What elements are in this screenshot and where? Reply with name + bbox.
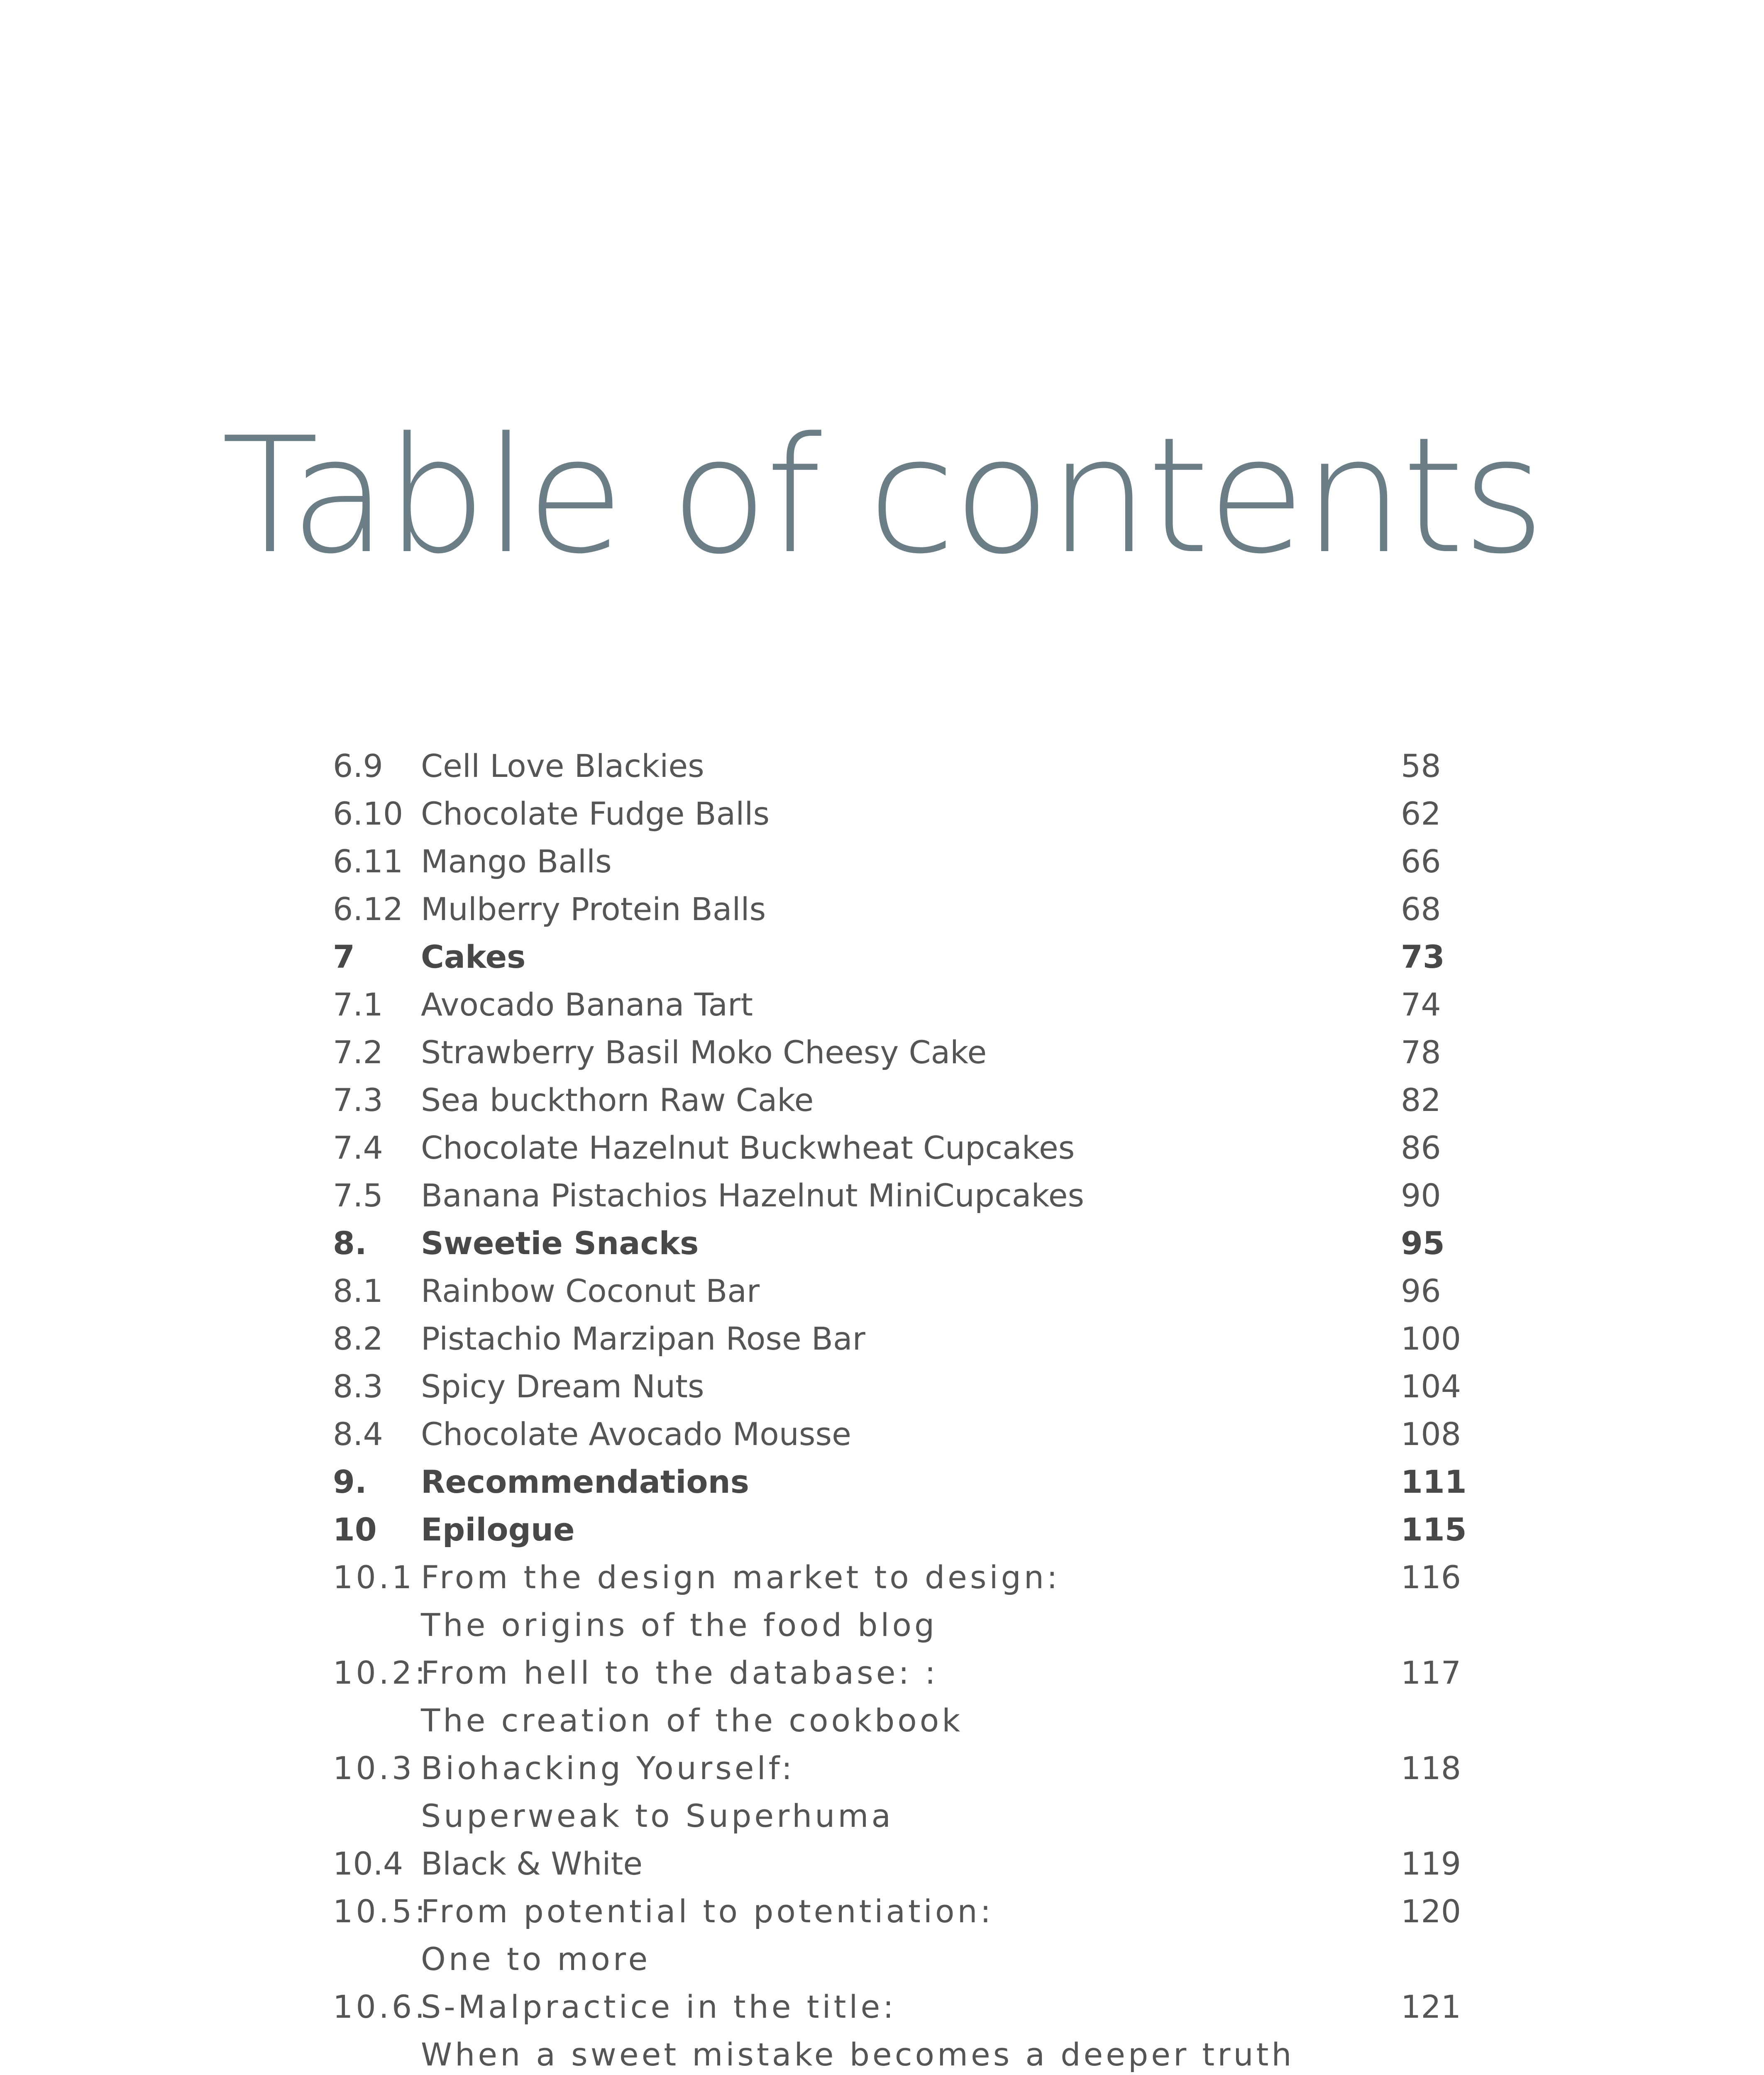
entry-page: 62 <box>1401 795 1441 832</box>
toc-section[interactable] <box>0 1219 1764 1267</box>
toc-entry-subtitle-line <box>0 1601 1764 1649</box>
toc-entry[interactable] <box>0 837 1764 885</box>
entry-title: Chocolate Hazelnut Buckwheat Cupcakes <box>421 1129 1075 1166</box>
entry-title: Biohacking Yourself: <box>421 1750 795 1787</box>
section-page: 111 <box>1401 1463 1467 1500</box>
entry-page: 104 <box>1401 1368 1461 1405</box>
entry-number: 10.5: <box>333 1893 428 1930</box>
entry-page: 78 <box>1401 1034 1441 1071</box>
entry-page: 90 <box>1401 1177 1441 1214</box>
entry-title: Chocolate Fudge Balls <box>421 795 770 832</box>
toc-entry[interactable] <box>0 1887 1764 1935</box>
entry-page: 74 <box>1401 986 1441 1023</box>
toc-section[interactable] <box>0 1458 1764 1506</box>
toc-entry[interactable] <box>0 885 1764 933</box>
entry-number: 7.2 <box>333 1034 383 1071</box>
entry-title: Sea buckthorn Raw Cake <box>421 1081 814 1118</box>
entry-title: Black & White <box>421 1845 643 1882</box>
toc-entry-subtitle-line <box>0 1697 1764 1744</box>
toc-entry-subtitle-line <box>0 1792 1764 1840</box>
entry-page: 100 <box>1401 1320 1461 1357</box>
entry-title: Chocolate Avocado Mousse <box>421 1416 851 1452</box>
entry-page: 117 <box>1401 1654 1461 1691</box>
entry-page: 108 <box>1401 1416 1461 1452</box>
toc-entry[interactable] <box>0 1124 1764 1172</box>
entry-title: Avocado Banana Tart <box>421 986 753 1023</box>
entry-title: Banana Pistachios Hazelnut MiniCupcakes <box>421 1177 1085 1214</box>
entry-title: From the design market to design: <box>421 1559 1060 1596</box>
entry-title: Strawberry Basil Moko Cheesy Cake <box>421 1034 987 1071</box>
section-title: Recommendations <box>421 1463 749 1500</box>
section-number: 7 <box>333 938 355 975</box>
entry-title: Mulberry Protein Balls <box>421 891 766 928</box>
toc-entry[interactable] <box>0 1983 1764 2031</box>
toc-entry[interactable] <box>0 1840 1764 1887</box>
entry-subtitle: One to more <box>421 1941 651 1977</box>
toc-entry[interactable] <box>0 1553 1764 1601</box>
entry-title: Mango Balls <box>421 843 612 880</box>
entry-number: 6.9 <box>333 747 383 784</box>
entry-title: S-Malpractice in the title: <box>421 1988 897 2025</box>
entry-page: 66 <box>1401 843 1441 880</box>
section-title: Epilogue <box>421 1511 575 1548</box>
entry-subtitle: The creation of the cookbook <box>421 1702 963 1739</box>
section-number: 8. <box>333 1225 367 1262</box>
entry-number: 8.3 <box>333 1368 383 1405</box>
entry-number: 7.3 <box>333 1081 383 1118</box>
toc-entry[interactable] <box>0 1076 1764 1124</box>
entry-page: 116 <box>1401 1559 1461 1596</box>
toc-entry[interactable] <box>0 1172 1764 1219</box>
toc-section[interactable] <box>0 1506 1764 1553</box>
entry-page: 58 <box>1401 747 1441 784</box>
entry-title: Spicy Dream Nuts <box>421 1368 704 1405</box>
entry-page: 82 <box>1401 1081 1441 1118</box>
toc-entry[interactable] <box>0 1267 1764 1315</box>
entry-number: 6.11 <box>333 843 403 880</box>
entry-number: 6.10 <box>333 795 403 832</box>
entry-number: 8.4 <box>333 1416 383 1452</box>
entry-title: Cell Love Blackies <box>421 747 704 784</box>
entry-number: 7.1 <box>333 986 383 1023</box>
entry-number: 7.4 <box>333 1129 383 1166</box>
section-title: Cakes <box>421 938 526 975</box>
toc-entry[interactable] <box>0 981 1764 1028</box>
toc-entry[interactable] <box>0 742 1764 790</box>
page-title: Table of contents <box>221 403 1543 589</box>
toc-entry-subtitle-line <box>0 2031 1764 2075</box>
section-number: 10 <box>333 1511 377 1548</box>
toc-entry[interactable] <box>0 1362 1764 1410</box>
entry-title: From potential to potentiation: <box>421 1893 994 1930</box>
entry-subtitle: When a sweet mistake becomes a deeper truth <box>421 2036 1295 2073</box>
entry-number: 10.3 <box>333 1750 415 1787</box>
entry-subtitle: Superweak to Superhuma <box>421 1797 894 1834</box>
toc-entry[interactable] <box>0 1410 1764 1458</box>
section-number: 9. <box>333 1463 367 1500</box>
entry-number: 10.4 <box>333 1845 403 1882</box>
entry-number: 8.1 <box>333 1272 383 1309</box>
toc-section[interactable] <box>0 933 1764 981</box>
toc-entry[interactable] <box>0 1744 1764 1792</box>
section-title: Sweetie Snacks <box>421 1225 699 1262</box>
entry-number: 10.2: <box>333 1654 428 1691</box>
toc-entry[interactable] <box>0 1315 1764 1362</box>
entry-subtitle: The origins of the food blog <box>421 1606 938 1643</box>
entry-title: From hell to the database: : <box>421 1654 938 1691</box>
toc-entry[interactable] <box>0 1028 1764 1076</box>
entry-number: 7.5 <box>333 1177 383 1214</box>
entry-page: 119 <box>1401 1845 1461 1882</box>
toc-entry-subtitle-line <box>0 1935 1764 1983</box>
section-page: 95 <box>1401 1225 1445 1262</box>
entry-page: 120 <box>1401 1893 1461 1930</box>
section-page: 115 <box>1401 1511 1467 1548</box>
toc-entry[interactable] <box>0 790 1764 837</box>
section-page: 73 <box>1401 938 1445 975</box>
toc-entry[interactable] <box>0 1649 1764 1697</box>
entry-number: 6.12 <box>333 891 403 928</box>
entry-page: 118 <box>1401 1750 1461 1787</box>
entry-number: 10.1 <box>333 1559 415 1596</box>
entry-title: Rainbow Coconut Bar <box>421 1272 760 1309</box>
entry-page: 68 <box>1401 891 1441 928</box>
entry-title: Pistachio Marzipan Rose Bar <box>421 1320 865 1357</box>
entry-page: 86 <box>1401 1129 1441 1166</box>
entry-page: 121 <box>1401 1988 1461 2025</box>
entry-page: 96 <box>1401 1272 1441 1309</box>
entry-number: 10.6. <box>333 1988 428 2025</box>
entry-number: 8.2 <box>333 1320 383 1357</box>
